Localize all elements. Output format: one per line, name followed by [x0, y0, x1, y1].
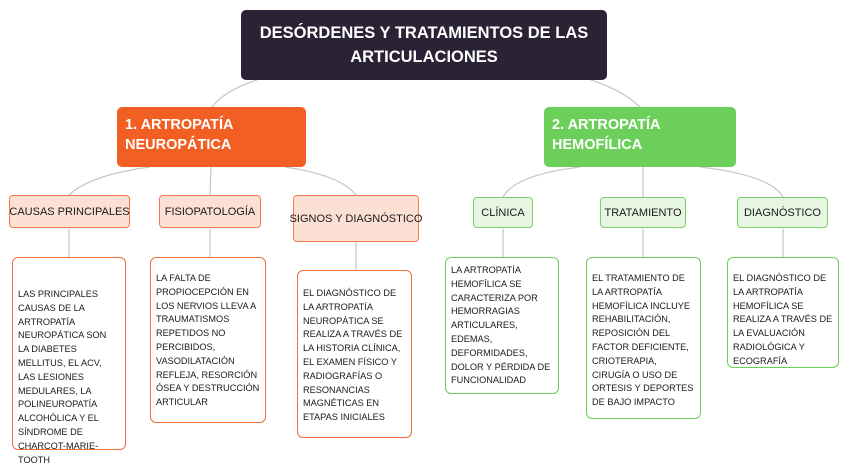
connector-branch-b-topic-1 [503, 167, 580, 197]
branch-artropatia-hemofilica: 2. ARTROPATÍA HEMOFÍLICA [544, 107, 736, 167]
topic-diagnostico: DIAGNÓSTICO [737, 197, 828, 228]
topic-fisiopatologia: FISIOPATOLOGÍA [159, 195, 261, 228]
connector-branch-b-topic-3 [700, 167, 783, 197]
detail-fisiopatologia: LA FALTA DE PROPIOCEPCIÓN EN LOS NERVIOS LLEVA A TRAUMATISMOS REPETIDOS NO PERCIBIDOS, VASODILATACIÓN REFLEJA, RESORCIÓN ÓSEA Y DESTRUCCIÓN ARTICULAR [150, 257, 266, 423]
connector-branch-a-topic-2 [210, 167, 211, 195]
detail-causas-principales: LAS PRINCIPALES CAUSAS DE LA ARTROPATÍA NEUROPÁTICA SON LA DIABETES MELLITUS, EL ACV, LAS LESIONES MEDULARES, LA POLINEUROPATÍA ALCOHÓLICA Y EL SÍNDROME DE CHARCOT-MARIE-TOOTH [12, 257, 126, 450]
detail-tratamiento: EL TRATAMIENTO DE LA ARTROPATÍA HEMOFÍLICA INCLUYE REHABILITACIÓN, REPOSICIÓN DEL FACTOR DEFICIENTE, CRIOTERAPIA, CIRUGÍA O USO DE ORTESIS Y DEPORTES DE BAJO IMPACTO [586, 257, 701, 419]
detail-diagnostico: EL DIAGNÓSTICO DE LA ARTROPATÍA HEMOFÍLICA SE REALIZA A TRAVÉS DE LA EVALUACIÓN RADIOLÓGICA Y ECOGRAFÍA [727, 257, 839, 368]
branch-artropatia-neuropatica: 1. ARTROPATÍA NEUROPÁTICA [117, 107, 306, 167]
connector-branch-a-topic-3 [285, 167, 356, 195]
connector-root-branch-b [591, 80, 640, 107]
detail-signos-diagnostico: EL DIAGNÓSTICO DE LA ARTROPATÍA NEUROPÁTICA SE REALIZA A TRAVÉS DE LA HISTORIA CLÍNICA, EL EXAMEN FÍSICO Y RADIOGRAFÍAS O RESONANCIAS MAGNÉTICAS EN ETAPAS INICIALES [297, 270, 412, 438]
connector-branch-a-topic-1 [69, 167, 150, 195]
topic-signos-diagnostico: SIGNOS Y DIAGNÓSTICO [293, 195, 419, 242]
root-title: DESÓRDENES Y TRATAMIENTOS DE LAS ARTICULACIONES [241, 10, 607, 80]
topic-tratamiento: TRATAMIENTO [600, 197, 686, 228]
topic-causas-principales: CAUSAS PRINCIPALES [9, 195, 130, 228]
detail-clinica: LA ARTROPATÍA HEMOFÍLICA SE CARACTERIZA POR HEMORRAGIAS ARTICULARES, EDEMAS, DEFORMIDADES, DOLOR Y PÉRDIDA DE FUNCIONALIDAD [445, 257, 559, 394]
connector-root-branch-a [212, 80, 257, 107]
topic-clinica: CLÍNICA [473, 197, 533, 228]
